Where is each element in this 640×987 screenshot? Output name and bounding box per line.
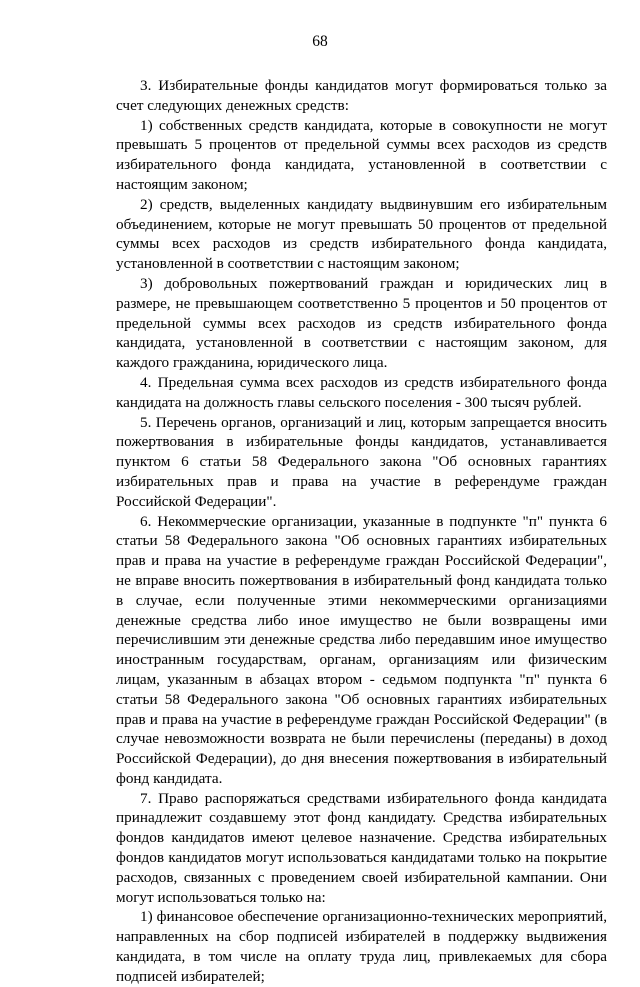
paragraph-3-1-own-funds: 1) собственных средств кандидата, которые в совокупности не могут превышать 5 процентов от предельной суммы всех расходов из средств избирательного фонда кандидата, установленной в соответствии с настоящим законом;	[116, 116, 607, 193]
paragraph-7-1-signature-collection: 1) финансовое обеспечение организационно-технических мероприятий, направленных на сбор подписей избирателей в поддержку выдвижения кандидата, в том числе на оплату труда лиц, привлекаемых для сбора подписей избирателей;	[116, 908, 607, 985]
paragraph-3-funds-sources: 3. Избирательные фонды кандидатов могут формироваться только за счет следующих денежных средств:	[116, 77, 607, 114]
paragraph-3-3-donations: 3) добровольных пожертвований граждан и юридических лиц в размере, не превышающем соответственно 5 процентов и 50 процентов от предельной суммы всех расходов из средств избирательного фонда кандидата, установленной в соответствии с настоящим законом, для каждого гражданина, юридического лица.	[116, 274, 607, 372]
paragraph-7-fund-disposal: 7. Право распоряжаться средствами избирательного фонда кандидата принадлежит создавшему этот фонд кандидату. Средства избирательных фондов кандидатов имеют целевое назначение. Средства избирательных фондов кандидатов могут использоваться кандидатами только на покрытие расходов, связанных с проведением своей избирательной кампании. Они могут использоваться только на:	[116, 789, 607, 906]
paragraph-3-2-party-funds: 2) средств, выделенных кандидату выдвинувшим его избирательным объединением, которые не могут превышать 50 процентов от предельной суммы всех расходов из средств избирательного фонда кандидата, установленной в соответствии с настоящим законом;	[116, 195, 607, 273]
paragraph-6-nonprofit-organizations: 6. Некоммерческие организации, указанные в подпункте "п" пункта 6 статьи 58 Федерального закона "Об основных гарантиях избирательных прав и права на участие в референдуме граждан Российской Федерации", не вправе вносить пожертвования в избирательный фонд кандидата только в случае, если полученные этими некоммерческими организациями денежные средства либо иное имущество не были возвращены ими перечислившим эти денежные средства либо передавшим иное имущество иностранным государствам, органам, организациям или физическим лицам, указанным в абзацах втором - седьмом подпункта "п" пункта 6 статьи 58 Федерального закона "Об основных гарантиях избирательных прав и права на участие в референдуме граждан Российской Федерации" (в случае невозможности возврата не были перечислены (переданы) в доход Российской Федерации), до дня внесения пожертвования в избирательный фонд кандидата.	[116, 512, 607, 787]
document-body	[116, 76, 607, 987]
paragraph-4-max-expenses: 4. Предельная сумма всех расходов из средств избирательного фонда кандидата на должность главы сельского поселения - 300 тысяч рублей.	[116, 373, 607, 411]
paragraph-5-prohibited-donors: 5. Перечень органов, организаций и лиц, которым запрещается вносить пожертвования в избирательные фонды кандидатов, устанавливается пунктом 6 статьи 58 Федерального закона "Об основных гарантиях избирательных прав и права на участие в референдуме граждан Российской Федерации".	[116, 413, 607, 510]
page-number: 68	[312, 33, 328, 50]
